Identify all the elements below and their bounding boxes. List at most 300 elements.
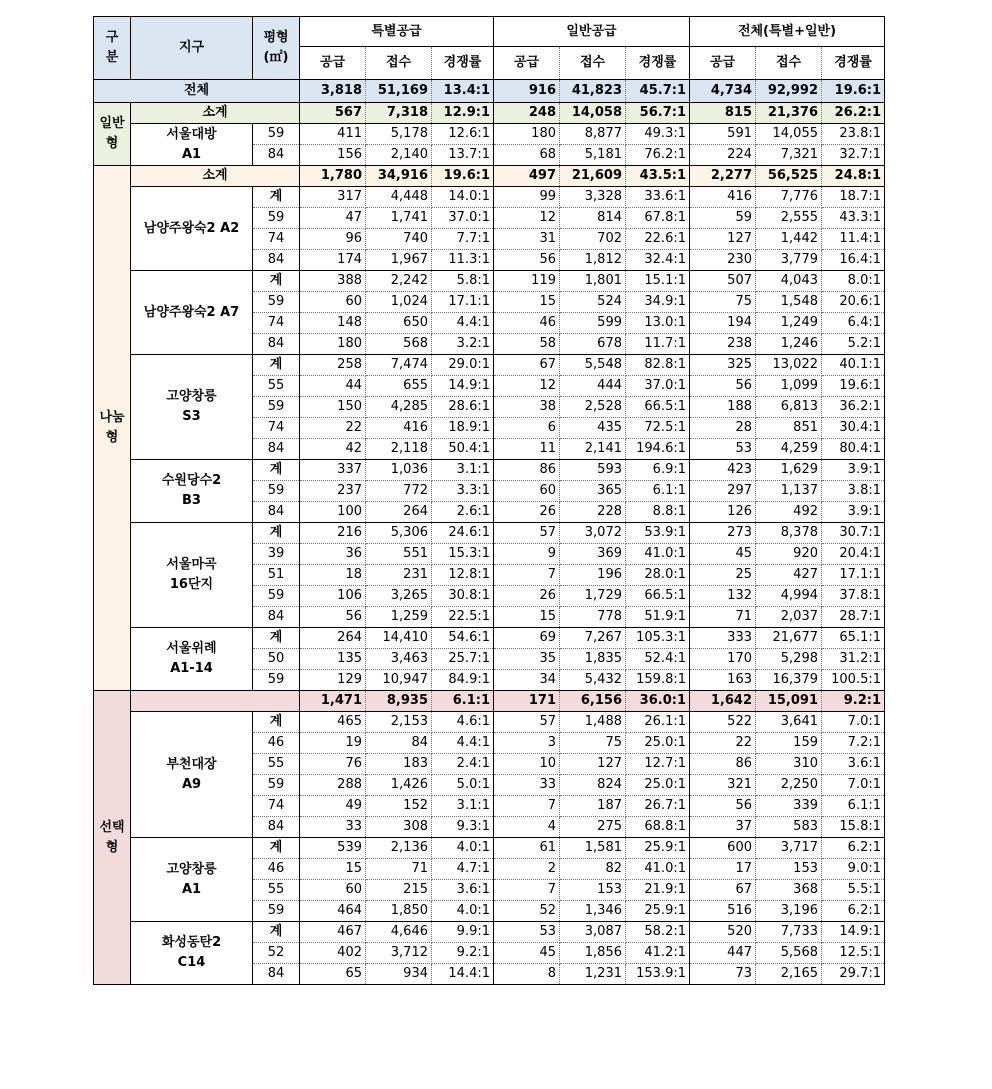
applications-cell: 10,947 — [366, 670, 432, 691]
supply-cell: 337 — [300, 460, 366, 481]
supply-cell: 273 — [690, 523, 756, 544]
applications-cell: 814 — [560, 208, 626, 229]
supply-cell: 150 — [300, 397, 366, 418]
applications-cell: 5,306 — [366, 523, 432, 544]
rate-cell: 36.0:1 — [626, 691, 690, 712]
applications-cell: 1,231 — [560, 964, 626, 985]
rate-cell: 28.6:1 — [432, 397, 494, 418]
applications-cell: 2,555 — [756, 208, 822, 229]
header-sub: 경쟁률 — [822, 47, 885, 80]
table-row — [94, 523, 885, 544]
applications-cell: 92,992 — [756, 80, 822, 103]
supply-cell: 237 — [300, 481, 366, 502]
applications-cell: 51,169 — [366, 80, 432, 103]
rate-cell: 40.1:1 — [822, 355, 885, 376]
supply-cell: 67 — [494, 355, 560, 376]
size-cell: 59 — [253, 481, 300, 502]
rate-cell: 8.8:1 — [626, 502, 690, 523]
supply-cell: 1,642 — [690, 691, 756, 712]
applications-cell: 1,967 — [366, 250, 432, 271]
rate-cell: 7.2:1 — [822, 733, 885, 754]
applications-cell: 678 — [560, 334, 626, 355]
size-cell: 74 — [253, 313, 300, 334]
header-sub: 공급 — [300, 47, 366, 80]
applications-cell: 1,259 — [366, 607, 432, 628]
applications-cell: 1,812 — [560, 250, 626, 271]
rate-cell: 9.2:1 — [432, 943, 494, 964]
applications-cell: 6,156 — [560, 691, 626, 712]
section-label: 선택 형 — [94, 691, 131, 985]
rate-cell: 28.0:1 — [626, 565, 690, 586]
district-name: 남양주왕숙2 A2 — [131, 187, 253, 271]
supply-cell: 60 — [300, 880, 366, 901]
applications-cell: 264 — [366, 502, 432, 523]
applications-cell: 2,153 — [366, 712, 432, 733]
header-district: 지구 — [131, 17, 253, 80]
applications-cell: 215 — [366, 880, 432, 901]
supply-cell: 22 — [690, 733, 756, 754]
applications-cell: 82 — [560, 859, 626, 880]
rate-cell: 66.5:1 — [626, 397, 690, 418]
size-cell: 59 — [253, 397, 300, 418]
subtotal-label: 소계 — [131, 103, 300, 124]
supply-cell: 4 — [494, 817, 560, 838]
rate-cell: 26.7:1 — [626, 796, 690, 817]
supply-cell: 516 — [690, 901, 756, 922]
supply-cell: 1,471 — [300, 691, 366, 712]
rate-cell: 11.4:1 — [822, 229, 885, 250]
applications-cell: 1,036 — [366, 460, 432, 481]
supply-cell: 59 — [690, 208, 756, 229]
rate-cell: 23.8:1 — [822, 124, 885, 145]
supply-cell: 1,780 — [300, 166, 366, 187]
supply-cell: 106 — [300, 586, 366, 607]
size-cell: 계 — [253, 628, 300, 649]
supply-cell: 567 — [300, 103, 366, 124]
rate-cell: 19.6:1 — [822, 80, 885, 103]
rate-cell: 30.8:1 — [432, 586, 494, 607]
rate-cell: 14.0:1 — [432, 187, 494, 208]
rate-cell: 25.0:1 — [626, 733, 690, 754]
applications-cell: 8,935 — [366, 691, 432, 712]
applications-cell: 275 — [560, 817, 626, 838]
rate-cell: 25.7:1 — [432, 649, 494, 670]
supply-cell: 465 — [300, 712, 366, 733]
applications-cell: 4,448 — [366, 187, 432, 208]
size-cell: 84 — [253, 964, 300, 985]
applications-cell: 593 — [560, 460, 626, 481]
rate-cell: 9.9:1 — [432, 922, 494, 943]
rate-cell: 9.0:1 — [822, 859, 885, 880]
supply-cell: 49 — [300, 796, 366, 817]
applications-cell: 2,037 — [756, 607, 822, 628]
rate-cell: 37.8:1 — [822, 586, 885, 607]
rate-cell: 22.5:1 — [432, 607, 494, 628]
size-cell: 계 — [253, 712, 300, 733]
district-name: 서울위례 A1-14 — [131, 628, 253, 691]
supply-cell: 170 — [690, 649, 756, 670]
supply-cell: 19 — [300, 733, 366, 754]
district-name: 고양창릉 A1 — [131, 838, 253, 922]
rate-cell: 3.9:1 — [822, 460, 885, 481]
supply-cell: 507 — [690, 271, 756, 292]
header-group: 일반공급 — [494, 17, 690, 47]
supply-cell: 53 — [494, 922, 560, 943]
applications-cell: 14,410 — [366, 628, 432, 649]
size-cell: 계 — [253, 187, 300, 208]
size-cell: 계 — [253, 460, 300, 481]
rate-cell: 58.2:1 — [626, 922, 690, 943]
supply-cell: 333 — [690, 628, 756, 649]
applications-cell: 3,265 — [366, 586, 432, 607]
rate-cell: 6.4:1 — [822, 313, 885, 334]
supply-cell: 67 — [690, 880, 756, 901]
supply-cell: 9 — [494, 544, 560, 565]
supply-cell: 127 — [690, 229, 756, 250]
applications-cell: 1,137 — [756, 481, 822, 502]
applications-cell: 524 — [560, 292, 626, 313]
rate-cell: 65.1:1 — [822, 628, 885, 649]
applications-cell: 568 — [366, 334, 432, 355]
rate-cell: 159.8:1 — [626, 670, 690, 691]
applications-cell: 228 — [560, 502, 626, 523]
applications-cell: 6,813 — [756, 397, 822, 418]
applications-cell: 778 — [560, 607, 626, 628]
size-cell: 59 — [253, 670, 300, 691]
subtotal-row — [94, 103, 885, 124]
applications-cell: 655 — [366, 376, 432, 397]
supply-cell: 163 — [690, 670, 756, 691]
header-sub: 경쟁률 — [626, 47, 690, 80]
applications-cell: 1,581 — [560, 838, 626, 859]
district-name: 고양창릉 S3 — [131, 355, 253, 460]
supply-cell: 416 — [690, 187, 756, 208]
rate-cell: 100.5:1 — [822, 670, 885, 691]
rate-cell: 3.8:1 — [822, 481, 885, 502]
applications-cell: 702 — [560, 229, 626, 250]
subtotal-row — [94, 166, 885, 187]
supply-cell: 17 — [690, 859, 756, 880]
rate-cell: 31.2:1 — [822, 649, 885, 670]
table-row — [94, 271, 885, 292]
supply-cell: 126 — [690, 502, 756, 523]
applications-cell: 153 — [560, 880, 626, 901]
rate-cell: 3.2:1 — [432, 334, 494, 355]
rate-cell: 82.8:1 — [626, 355, 690, 376]
rate-cell: 43.5:1 — [626, 166, 690, 187]
size-cell: 55 — [253, 376, 300, 397]
supply-cell: 4,734 — [690, 80, 756, 103]
rate-cell: 54.6:1 — [432, 628, 494, 649]
rate-cell: 45.7:1 — [626, 80, 690, 103]
size-cell: 55 — [253, 880, 300, 901]
size-cell: 50 — [253, 649, 300, 670]
applications-cell: 5,178 — [366, 124, 432, 145]
supply-cell: 600 — [690, 838, 756, 859]
rate-cell: 41.0:1 — [626, 544, 690, 565]
total-label: 전체 — [94, 80, 300, 103]
supply-cell: 258 — [300, 355, 366, 376]
rate-cell: 52.4:1 — [626, 649, 690, 670]
supply-cell: 57 — [494, 712, 560, 733]
applications-cell: 5,432 — [560, 670, 626, 691]
section-label: 나눔 형 — [94, 166, 131, 691]
supply-cell: 129 — [300, 670, 366, 691]
rate-cell: 5.0:1 — [432, 775, 494, 796]
supply-cell: 28 — [690, 418, 756, 439]
size-cell: 74 — [253, 796, 300, 817]
table-row — [94, 124, 885, 145]
rate-cell: 12.7:1 — [626, 754, 690, 775]
header-row — [94, 17, 885, 47]
header-gubun: 구 분 — [94, 17, 131, 80]
applications-cell: 368 — [756, 880, 822, 901]
rate-cell: 12.5:1 — [822, 943, 885, 964]
supply-cell: 6 — [494, 418, 560, 439]
applications-cell: 3,196 — [756, 901, 822, 922]
applications-cell: 5,548 — [560, 355, 626, 376]
rate-cell: 4.0:1 — [432, 901, 494, 922]
rate-cell: 53.9:1 — [626, 523, 690, 544]
applications-cell: 310 — [756, 754, 822, 775]
applications-cell: 16,379 — [756, 670, 822, 691]
applications-cell: 41,823 — [560, 80, 626, 103]
size-cell: 84 — [253, 607, 300, 628]
applications-cell: 2,141 — [560, 439, 626, 460]
applications-cell: 75 — [560, 733, 626, 754]
applications-cell: 183 — [366, 754, 432, 775]
applications-cell: 650 — [366, 313, 432, 334]
rate-cell: 7.0:1 — [822, 712, 885, 733]
applications-cell: 369 — [560, 544, 626, 565]
rate-cell: 8.0:1 — [822, 271, 885, 292]
supply-cell: 42 — [300, 439, 366, 460]
applications-cell: 7,318 — [366, 103, 432, 124]
applications-cell: 7,267 — [560, 628, 626, 649]
rate-cell: 5.5:1 — [822, 880, 885, 901]
supply-cell: 31 — [494, 229, 560, 250]
rate-cell: 22.6:1 — [626, 229, 690, 250]
supply-cell: 7 — [494, 565, 560, 586]
applications-cell: 2,136 — [366, 838, 432, 859]
table-row — [94, 712, 885, 733]
supply-cell: 520 — [690, 922, 756, 943]
applications-cell: 934 — [366, 964, 432, 985]
supply-cell: 325 — [690, 355, 756, 376]
district-name: 화성동탄2 C14 — [131, 922, 253, 985]
rate-cell: 13.0:1 — [626, 313, 690, 334]
supply-cell: 44 — [300, 376, 366, 397]
supply-cell: 194 — [690, 313, 756, 334]
supply-cell: 47 — [300, 208, 366, 229]
rate-cell: 3.6:1 — [822, 754, 885, 775]
applications-cell: 7,776 — [756, 187, 822, 208]
applications-cell: 84 — [366, 733, 432, 754]
rate-cell: 15.3:1 — [432, 544, 494, 565]
table-row — [94, 355, 885, 376]
supply-cell: 38 — [494, 397, 560, 418]
applications-cell: 4,285 — [366, 397, 432, 418]
supply-cell: 73 — [690, 964, 756, 985]
rate-cell: 6.9:1 — [626, 460, 690, 481]
rate-cell: 36.2:1 — [822, 397, 885, 418]
supply-cell: 297 — [690, 481, 756, 502]
size-cell: 52 — [253, 943, 300, 964]
applications-cell: 772 — [366, 481, 432, 502]
applications-cell: 3,463 — [366, 649, 432, 670]
size-cell: 계 — [253, 922, 300, 943]
applications-cell: 8,877 — [560, 124, 626, 145]
rate-cell: 6.2:1 — [822, 838, 885, 859]
supply-cell: 497 — [494, 166, 560, 187]
district-name: 수원당수2 B3 — [131, 460, 253, 523]
applications-cell: 3,087 — [560, 922, 626, 943]
applications-cell: 1,729 — [560, 586, 626, 607]
supply-cell: 96 — [300, 229, 366, 250]
rate-cell: 15.8:1 — [822, 817, 885, 838]
supply-cell: 57 — [494, 523, 560, 544]
rate-cell: 72.5:1 — [626, 418, 690, 439]
rate-cell: 50.4:1 — [432, 439, 494, 460]
rate-cell: 76.2:1 — [626, 145, 690, 166]
applications-cell: 308 — [366, 817, 432, 838]
supply-cell: 86 — [690, 754, 756, 775]
size-cell: 59 — [253, 901, 300, 922]
rate-cell: 7.0:1 — [822, 775, 885, 796]
supply-cell: 33 — [300, 817, 366, 838]
applications-cell: 56,525 — [756, 166, 822, 187]
supply-cell: 45 — [690, 544, 756, 565]
applications-cell: 851 — [756, 418, 822, 439]
applications-cell: 159 — [756, 733, 822, 754]
applications-cell: 583 — [756, 817, 822, 838]
rate-cell: 41.0:1 — [626, 859, 690, 880]
rate-cell: 12.6:1 — [432, 124, 494, 145]
applications-cell: 21,677 — [756, 628, 822, 649]
applications-cell: 1,856 — [560, 943, 626, 964]
rate-cell: 28.7:1 — [822, 607, 885, 628]
supply-cell: 317 — [300, 187, 366, 208]
supply-cell: 464 — [300, 901, 366, 922]
supply-cell: 447 — [690, 943, 756, 964]
rate-cell: 3.6:1 — [432, 880, 494, 901]
supply-cell: 76 — [300, 754, 366, 775]
applications-cell: 196 — [560, 565, 626, 586]
supply-cell: 71 — [690, 607, 756, 628]
applications-cell: 2,250 — [756, 775, 822, 796]
size-cell: 59 — [253, 292, 300, 313]
size-cell: 84 — [253, 145, 300, 166]
rate-cell: 24.6:1 — [432, 523, 494, 544]
supply-cell: 56 — [300, 607, 366, 628]
supply-cell: 135 — [300, 649, 366, 670]
rate-cell: 4.7:1 — [432, 859, 494, 880]
size-cell: 51 — [253, 565, 300, 586]
rate-cell: 12.8:1 — [432, 565, 494, 586]
applications-cell: 1,741 — [366, 208, 432, 229]
applications-cell: 1,548 — [756, 292, 822, 313]
table-row — [94, 187, 885, 208]
supply-cell: 402 — [300, 943, 366, 964]
supply-cell: 174 — [300, 250, 366, 271]
size-cell: 39 — [253, 544, 300, 565]
rate-cell: 6.1:1 — [432, 691, 494, 712]
rate-cell: 3.1:1 — [432, 460, 494, 481]
supply-cell: 68 — [494, 145, 560, 166]
district-name: 서울대방 A1 — [131, 124, 253, 166]
applications-cell: 4,994 — [756, 586, 822, 607]
rate-cell: 2.6:1 — [432, 502, 494, 523]
applications-cell: 444 — [560, 376, 626, 397]
applications-cell: 14,058 — [560, 103, 626, 124]
supply-cell: 33 — [494, 775, 560, 796]
applications-cell: 1,249 — [756, 313, 822, 334]
table-row — [94, 838, 885, 859]
supply-cell: 12 — [494, 376, 560, 397]
supply-cell: 56 — [690, 796, 756, 817]
supply-cell: 18 — [300, 565, 366, 586]
applications-cell: 21,609 — [560, 166, 626, 187]
rate-cell: 26.2:1 — [822, 103, 885, 124]
supply-cell: 188 — [690, 397, 756, 418]
supply-cell: 26 — [494, 502, 560, 523]
district-name: 서울마곡 16단지 — [131, 523, 253, 628]
subtotal-label — [131, 691, 300, 712]
applications-cell: 599 — [560, 313, 626, 334]
rate-cell: 11.7:1 — [626, 334, 690, 355]
rate-cell: 12.9:1 — [432, 103, 494, 124]
applications-cell: 427 — [756, 565, 822, 586]
supply-cell: 216 — [300, 523, 366, 544]
applications-cell: 5,181 — [560, 145, 626, 166]
table-row — [94, 460, 885, 481]
applications-cell: 4,043 — [756, 271, 822, 292]
size-cell: 46 — [253, 733, 300, 754]
rate-cell: 13.4:1 — [432, 80, 494, 103]
rate-cell: 6.2:1 — [822, 901, 885, 922]
supply-cell: 522 — [690, 712, 756, 733]
applications-cell: 127 — [560, 754, 626, 775]
supply-cell: 2 — [494, 859, 560, 880]
applications-cell: 416 — [366, 418, 432, 439]
size-cell: 59 — [253, 775, 300, 796]
applications-cell: 21,376 — [756, 103, 822, 124]
rate-cell: 20.4:1 — [822, 544, 885, 565]
applications-cell: 365 — [560, 481, 626, 502]
applications-cell: 1,346 — [560, 901, 626, 922]
district-name: 남양주왕숙2 A7 — [131, 271, 253, 355]
supply-cell: 815 — [690, 103, 756, 124]
size-cell: 84 — [253, 334, 300, 355]
rate-cell: 194.6:1 — [626, 439, 690, 460]
rate-cell: 19.6:1 — [822, 376, 885, 397]
applications-cell: 153 — [756, 859, 822, 880]
applications-cell: 2,118 — [366, 439, 432, 460]
rate-cell: 9.2:1 — [822, 691, 885, 712]
supply-cell: 12 — [494, 208, 560, 229]
supply-cell: 3 — [494, 733, 560, 754]
applications-cell: 15,091 — [756, 691, 822, 712]
supply-cell: 2,277 — [690, 166, 756, 187]
applications-cell: 1,099 — [756, 376, 822, 397]
rate-cell: 30.4:1 — [822, 418, 885, 439]
supply-cell: 539 — [300, 838, 366, 859]
header-sub: 접수 — [366, 47, 432, 80]
rate-cell: 3.3:1 — [432, 481, 494, 502]
applications-cell: 187 — [560, 796, 626, 817]
rate-cell: 49.3:1 — [626, 124, 690, 145]
rate-cell: 13.7:1 — [432, 145, 494, 166]
